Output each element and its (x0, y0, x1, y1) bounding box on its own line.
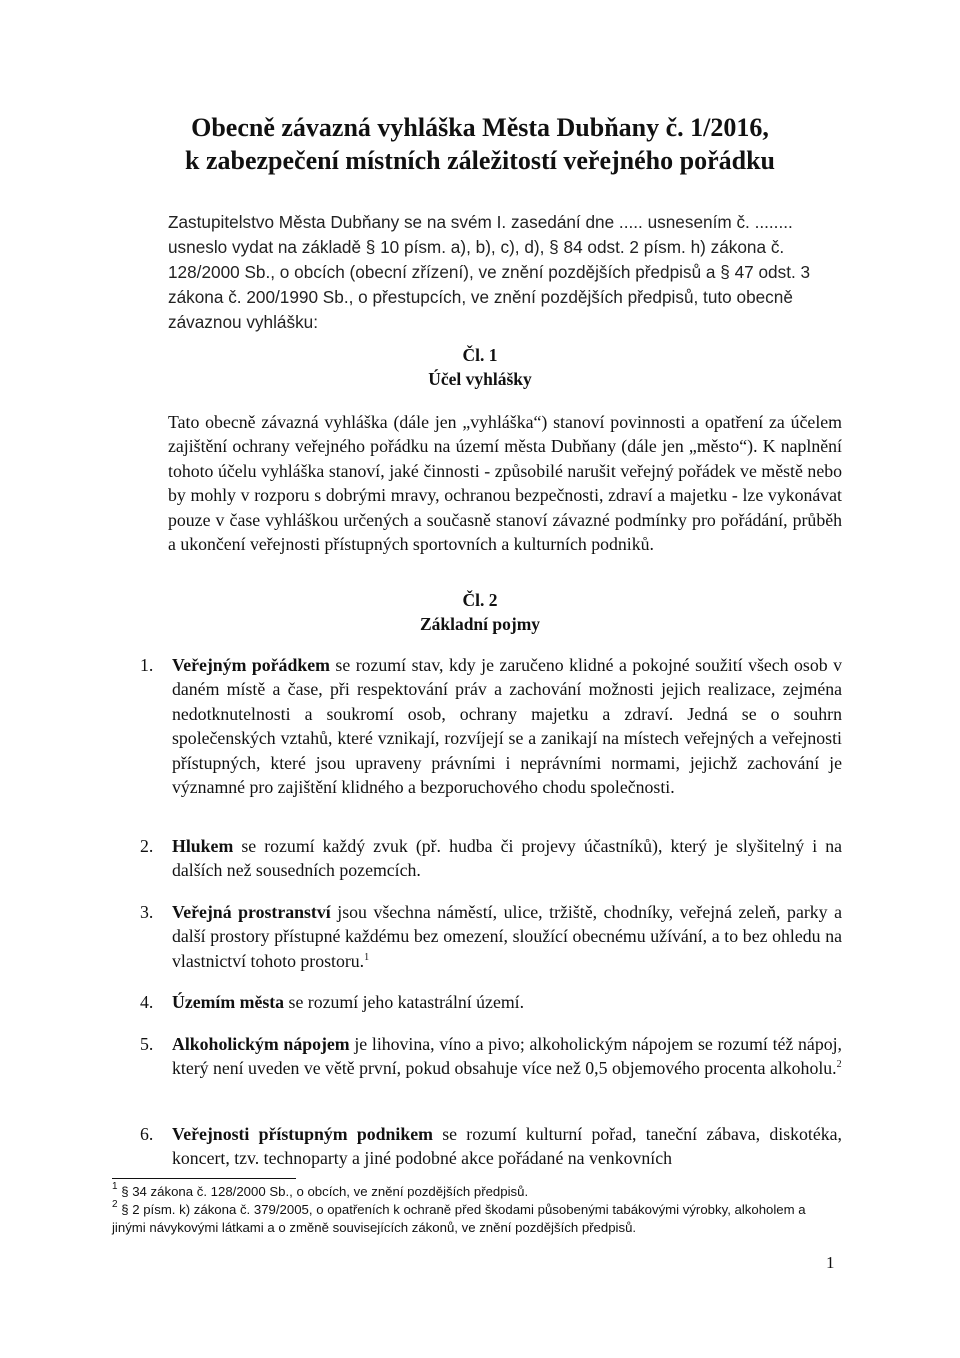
item-body: se rozumí kulturní pořad, taneční zábava, diskotéka, koncert, tzv. technoparty a jiné podobné akce pořádané na venkovních (172, 1124, 842, 1169)
footnote-mark: 2 (112, 1199, 118, 1210)
item-term: Územím města (172, 992, 285, 1012)
item-number: 2. (140, 836, 154, 856)
footnote-1 (112, 1183, 842, 1201)
item-number: 6. (140, 1124, 154, 1144)
item-number: 1. (140, 655, 154, 675)
item-body: se rozumí stav, kdy je zaručeno klidné a pokojné soužití všech osob v daném místě a čase, při respektování práv a zachování možnosti jejich realizace, zejména nedotknutelnosti a soukromí osob, ochrany majetku a zdraví. Jedná se o souhrn společenských vztahů, které vznikají, rozvíjejí se a zanikají na místech veřejných a veřejnosti přístupných, které jsou upraveny právními i neprávními normami, jejichž zachování je významné pro zajištění klidného a bezporuchového chodu společnosti. (172, 655, 842, 798)
item-term: Veřejným pořádkem (172, 655, 330, 675)
page-number: 1 (826, 1253, 835, 1272)
item-text (172, 653, 842, 799)
item-term: Veřejnosti přístupným podnikem (172, 1124, 433, 1144)
article-1-number: Čl. 1 (462, 345, 498, 365)
title-line-2: k zabezpečení místních záležitostí veřejného pořádku (185, 146, 775, 175)
item-text (172, 1032, 842, 1081)
item-text (172, 900, 842, 973)
article-1-heading (0, 343, 960, 391)
footnote-ref: 2 (836, 1059, 842, 1071)
item-body: jsou všechna náměstí, ulice, tržiště, chodníky, veřejná zeleň, parky a další prostory přístupné každému bez omezení, sloužící obecnému užívání, a to bez ohledu na vlastnictví tohoto prostoru. (172, 902, 842, 971)
footnote-mark: 1 (112, 1181, 118, 1192)
article-1-title: Účel vyhlášky (428, 369, 532, 389)
item-number: 3. (140, 902, 154, 922)
title-line-1: Obecně závazná vyhláška Města Dubňany č. 1/2016, (191, 113, 769, 142)
item-text (172, 1122, 842, 1171)
article-2-heading (0, 588, 960, 636)
article-1-text: Tato obecně závazná vyhláška (dále jen „vyhláška“) stanoví povinnosti a opatření za účelem zajištění ochrany veřejného pořádku na území města Dubňany (dále jen „město“). K naplnění tohoto účelu vyhláška stanoví, jaké činnosti - způsobilé narušit veřejný pořádek ve městě nebo by mohly v rozporu s dobrými mravy, ochranou bezpečnosti, zdraví a majetku - lze vykonávat pouze v čase vyhláškou určených a současně stanoví závazné podmínky pro pořádání, průběh a ukončení veřejnosti přístupných sportovních a kulturních podniků. (168, 412, 842, 555)
item-body: se rozumí každý zvuk (př. hudba či projevy účastníků), který je slyšitelný i na dalších než sousedních pozemcích. (172, 836, 842, 881)
preamble-paragraph: Zastupitelstvo Města Dubňany se na svém I. zasedání dne ..... usnesením č. ........ usneslo vydat na základě § 10 písm. a), b), c), d), § 84 odst. 2 písm. h) zákona č. 128/2000 Sb., o obcích (obecní zřízení), ve znění pozdějších předpisů a § 47 odst. 3 zákona č. 200/1990 Sb., o přestupcích, ve znění pozdějších předpisů, tuto obecně závaznou vyhlášku: (168, 212, 811, 332)
footnote-text: § 34 zákona č. 128/2000 Sb., o obcích, ve znění pozdějších předpisů. (117, 1184, 529, 1199)
document-title (0, 111, 960, 177)
item-body: je lihovina, víno a pivo; alkoholickým nápojem se rozumí též nápoj, který není uveden ve větě první, pokud obsahuje více než 0,5 objemového procenta alkoholu. (172, 1034, 842, 1079)
item-body: se rozumí jeho katastrální území. (284, 992, 525, 1012)
footnote-2 (112, 1201, 842, 1237)
item-term: Veřejná prostranství (172, 902, 331, 922)
footnote-ref: 1 (364, 951, 370, 963)
item-text (172, 834, 842, 883)
article-2-number: Čl. 2 (462, 590, 498, 610)
item-number: 4. (140, 992, 154, 1012)
item-number: 5. (140, 1034, 154, 1054)
footnote-text: § 2 písm. k) zákona č. 379/2005, o opatřeních k ochraně před škodami působenými tabákovými výrobky, alkoholem a jinými návykovými látkami a o změně souvisejících zákonů, ve znění pozdějších předpisů. (112, 1202, 806, 1235)
article-2-title: Základní pojmy (419, 614, 541, 634)
item-term: Alkoholickým nápojem (172, 1034, 350, 1054)
footnotes (112, 1183, 842, 1237)
item-term: Hlukem (172, 836, 234, 856)
footnote-separator (112, 1178, 296, 1179)
item-text (172, 990, 842, 1014)
